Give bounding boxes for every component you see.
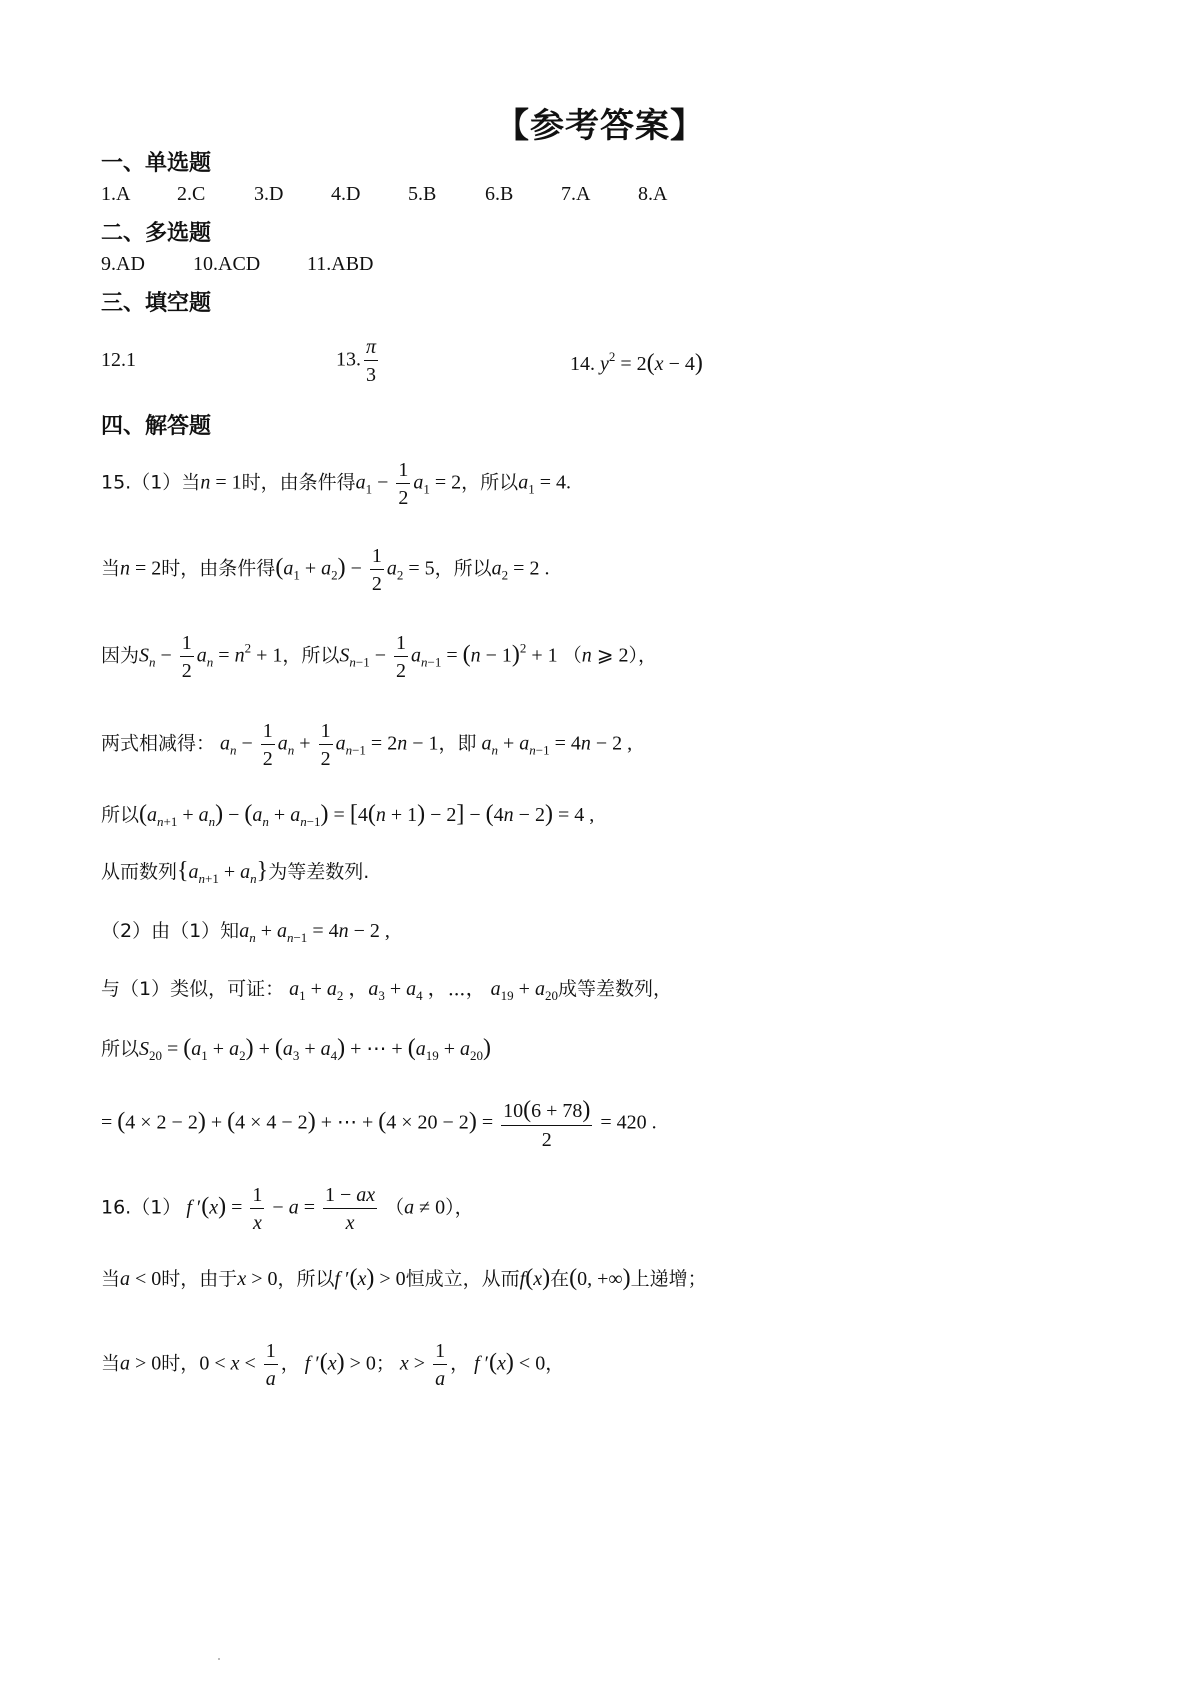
section-single-choice: 一、单选题: [101, 151, 212, 176]
q15-line-5: 所以$(a_{n+1} + a_n) - (a_n + a_{n-1}) = [4(n + 1) - 2] - (4n - 2) = 4$ ,: [101, 801, 595, 829]
section-multi-choice: 二、多选题: [101, 221, 212, 246]
answer-7: 7.A: [561, 183, 591, 205]
answer-14-prefix: 14.: [570, 353, 595, 375]
q15-line-8: 与（1）类似，可证： $a_1 + a_2$ ，$a_3 + a_4$ ，⋯， $a_{19} + a_{20}$成等差数列，: [101, 978, 672, 1003]
answer-1: 1.A: [101, 183, 131, 205]
section-solutions: 四、解答题: [101, 414, 212, 439]
answer-5: 5.B: [408, 183, 437, 205]
q15-line-3: 因为$S_n$ − $\frac{1}{2}$ $a_n = n^2 + 1$，所以$S_{n-1}$ − $\frac{1}{2}$ $a_{n-1} = (n - 1)^2 + 1$ （n ⩾ 2），: [101, 632, 657, 682]
answer-14: 14. $y^2 = 2(x - 4)$: [570, 349, 703, 376]
answer-13-prefix: 13.: [336, 348, 361, 371]
answer-9: 9.AD: [101, 253, 145, 275]
answer-12: 12.1: [101, 349, 136, 371]
answer-11: 11.ABD: [307, 253, 374, 275]
page-speck: [218, 1658, 220, 1660]
q15-line-9: 所以$S_{20} = (a_1 + a_2) + (a_3 + a_4)$ + ⋯ + $(a_{19} + a_{20})$: [101, 1035, 491, 1063]
q15-line-7: （2）由（1）知$a_n + a_{n-1} = 4n - 2$ ,: [101, 920, 390, 945]
q15-line-4: 两式相减得： $a_n$ − $\frac{1}{2}$ $a_n$ + $\frac{1}{2}$ $a_{n-1} = 2n - 1$，即 $a_n + a_{n-1} = 4n - 2$ ,: [101, 720, 633, 770]
q16-line-2: 当a < 0时，由于x > 0，所以f ′(x) > 0恒成立，从而f(x)在(0, +∞)上递增；: [101, 1265, 707, 1291]
answer-4: 4.D: [331, 183, 361, 205]
answer-6: 6.B: [485, 183, 514, 205]
q16-line-1: 16.（1） f ′(x) = $\frac{1}{x}$ − a = $\frac{1 - ax}{x}$ （a ≠ 0），: [101, 1184, 474, 1234]
q15-line-6: 从而数列$\{a_{n+1} + a_n\}$为等差数列.: [101, 858, 370, 886]
answer-13-fraction: $\frac{\pi}{3}$: [366, 336, 377, 386]
q15-line-2: 当n = 2时，由条件得$(a_1 + a_2)$ − $\frac{1}{2}$ $a_2 = 5$，所以$a_2 = 2$ .: [101, 545, 550, 595]
answer-3: 3.D: [254, 183, 284, 205]
q15-line-1: 15.（1）当n = 1时，由条件得$a_1$ − $\frac{1}{2}$ $a_1 = 2$，所以$a_1 = 4$.: [101, 459, 571, 509]
page-title: 【参考答案】: [495, 106, 705, 146]
answer-10: 10.ACD: [193, 253, 261, 275]
q16-line-3: 当a > 0时，0 < x < $\frac{1}{a}$ ， f ′(x) > 0； x > $\frac{1}{a}$ ， f ′(x) < 0，: [101, 1340, 565, 1390]
answer-13: [336, 337, 381, 385]
section-fill-blank: 三、填空题: [101, 291, 212, 316]
q15-line-10: = (4 × 2 − 2) + (4 × 4 − 2) + ⋯ + (4 × 20 − 2) = $\frac{10(6 + 78)}{2}$ = 420 .: [101, 1097, 657, 1151]
answer-2: 2.C: [177, 183, 206, 205]
answer-8: 8.A: [638, 183, 668, 205]
